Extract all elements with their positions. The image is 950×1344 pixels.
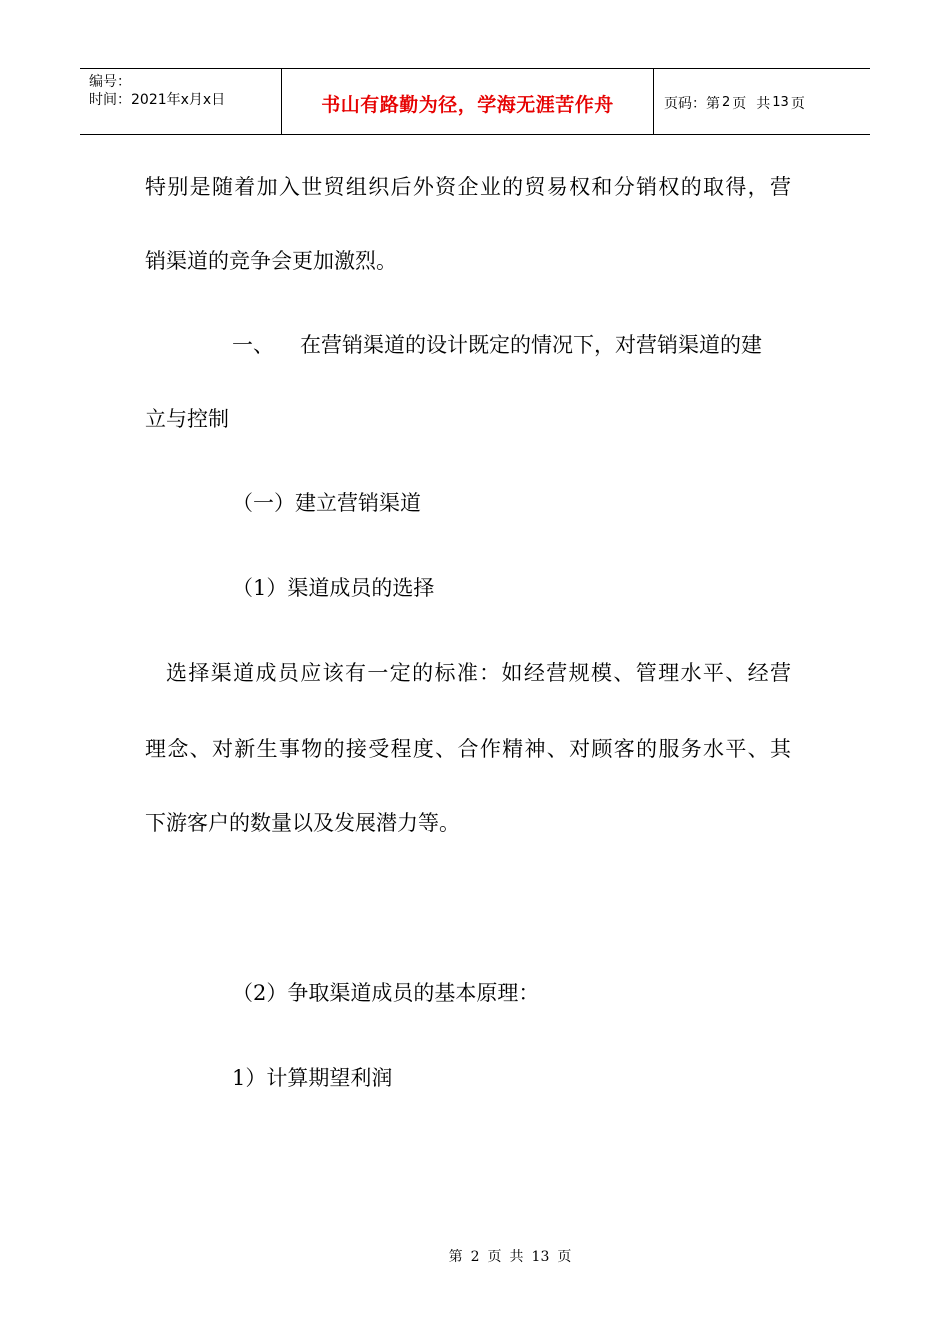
heading-1-line-2: 立与控制 (145, 407, 229, 431)
heading-1-line-1 (232, 332, 762, 358)
footer-prefix: 第 (448, 1249, 463, 1265)
header-total-prefix: 共 (756, 95, 771, 112)
header-page-current: 2 (722, 95, 731, 110)
heading-1-number: 一、 (232, 333, 274, 357)
paragraph-1-line-2: 销渠道的竞争会更加激烈。 (145, 249, 397, 273)
header-page-total: 13 (772, 95, 789, 110)
paragraph-1-line-1: 特别是随着加入世贸组织后外资企业的贸易权和分销权的取得，营 (145, 175, 791, 199)
footer-total-prefix: 共 (509, 1249, 524, 1265)
heading-2: （一）建立营销渠道 (232, 491, 421, 515)
document-date-label: 时间：2021年x月x日 (89, 92, 226, 108)
header-page-mid: 页 (732, 95, 747, 112)
header-page-prefix: 页码：第 (664, 95, 720, 112)
header-motto: 书山有路勤为径，学海无涯苦作舟 (321, 94, 614, 116)
document-number-label: 编号： (89, 74, 131, 90)
page-footer (0, 1246, 950, 1266)
page-header (80, 68, 870, 135)
paragraph-2-line-1: 选择渠道成员应该有一定的标准：如经营规模、管理水平、经营 (166, 661, 791, 685)
heading-5: 1）计算期望利润 (232, 1066, 393, 1090)
paragraph-2-line-3: 下游客户的数量以及发展潜力等。 (145, 811, 460, 835)
heading-3: （1）渠道成员的选择 (232, 576, 435, 600)
header-motto-cell (282, 69, 654, 134)
header-total-suffix: 页 (790, 95, 805, 112)
paragraph-2-line-2: 理念、对新生事物的接受程度、合作精神、对顾客的服务水平、其 (145, 737, 791, 761)
header-meta-cell (80, 69, 282, 134)
footer-mid: 页 (487, 1249, 502, 1265)
heading-4: （2）争取渠道成员的基本原理： (232, 981, 540, 1005)
footer-total: 13 (531, 1249, 550, 1265)
footer-current: 2 (470, 1249, 480, 1265)
header-page-cell (654, 69, 870, 134)
heading-1-text: 在营销渠道的设计既定的情况下，对营销渠道的建 (300, 333, 762, 357)
footer-suffix: 页 (557, 1249, 572, 1265)
